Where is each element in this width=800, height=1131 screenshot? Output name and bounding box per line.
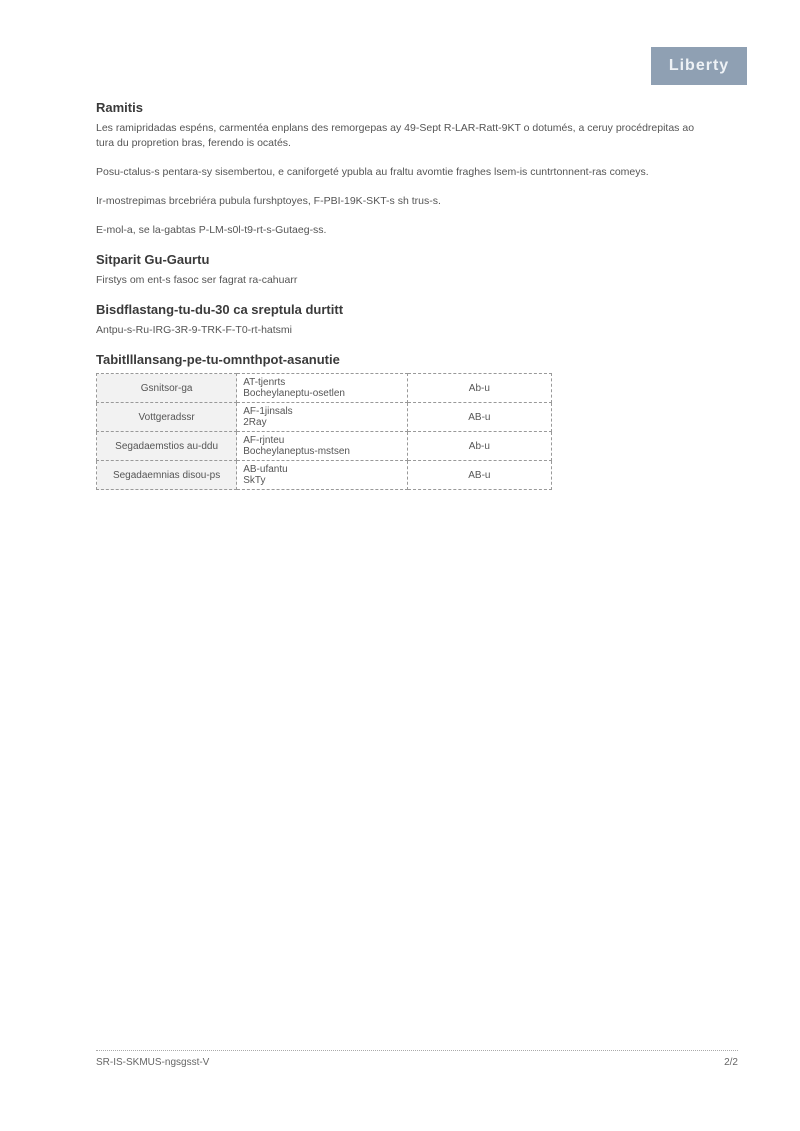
table-row: [97, 432, 552, 461]
section-2-text: Firstys om ent-s fasoc ser fagrat ra-cahuarr: [96, 274, 298, 286]
detail-line-1: AT-tjenrts: [243, 377, 286, 388]
row-detail: [237, 461, 407, 490]
row-detail: [237, 403, 407, 432]
row-value: Ab-u: [407, 374, 551, 403]
page-footer: [96, 1050, 738, 1068]
section-3: [96, 302, 696, 338]
detail-line-1: AF-1jinsals: [243, 406, 293, 417]
detail-line-1: AB-ufantu: [243, 464, 288, 475]
row-label: Gsnitsor-ga: [97, 374, 237, 403]
row-detail: [237, 432, 407, 461]
section-4: [96, 352, 696, 490]
section-title-2: Sitparit Gu-Gaurtu: [96, 252, 210, 267]
page-number: 2/2: [724, 1057, 738, 1068]
section-title-1: Ramitis: [96, 100, 143, 115]
row-detail: [237, 374, 407, 403]
table-row: [97, 461, 552, 490]
section-title-4: Tabitlllansang-pe-tu-omnthpot-asanutie: [96, 352, 340, 367]
detail-line-2: 2Ray: [243, 417, 267, 428]
row-value: AB-u: [407, 403, 551, 432]
table-row: [97, 403, 552, 432]
row-label: Segadaemnias disou-ps: [97, 461, 237, 490]
data-table: [96, 373, 552, 490]
row-label: Vottgeradssr: [97, 403, 237, 432]
section-2: [96, 252, 696, 288]
detail-line-1: AF-rjnteu: [243, 435, 285, 446]
row-value: AB-u: [407, 461, 551, 490]
paragraph-4: E-mol-a, se la-gabtas P-LM-s0l-t9-rt-s-Gutaeg-ss.: [96, 224, 327, 236]
footer-doc-id: SR-IS-SKMUS-ngsgsst-V: [96, 1057, 210, 1068]
detail-line-2: Bocheylaneptus-mstsen: [243, 446, 350, 457]
paragraph-1: Les ramipridadas espéns, carmentéa enplans des remorgepas ay 49-Sept R-LAR-Ratt-9KT o dotumés, a ceruy procédrepitas ao tura du propretion bras, ferendo is ocatés.: [96, 122, 695, 149]
section-title-3: Bisdflastang-tu-du-30 ca sreptula durtitt: [96, 302, 344, 317]
paragraph-2: Posu-ctalus-s pentara-sy sisembertou, e caniforgeté ypubla au fraltu avomtie fraghes lsem-is cuntrtonnent-ras comeys.: [96, 166, 649, 178]
paragraph-3: Ir-mostrepimas brcebriéra pubula furshptoyes, F-PBI-19K-SKT-s sh trus-s.: [96, 195, 441, 207]
section-3-text: Antpu-s-Ru-IRG-3R-9-TRK-F-T0-rt-hatsmi: [96, 324, 293, 336]
document-body: [96, 100, 696, 490]
row-value: Ab-u: [407, 432, 551, 461]
table-row: [97, 374, 552, 403]
company-logo: Liberty: [651, 47, 747, 85]
row-label: Segadaemstios au-ddu: [97, 432, 237, 461]
detail-line-2: Bocheylaneptu-osetlen: [243, 388, 345, 399]
detail-line-2: SkTy: [243, 475, 266, 486]
